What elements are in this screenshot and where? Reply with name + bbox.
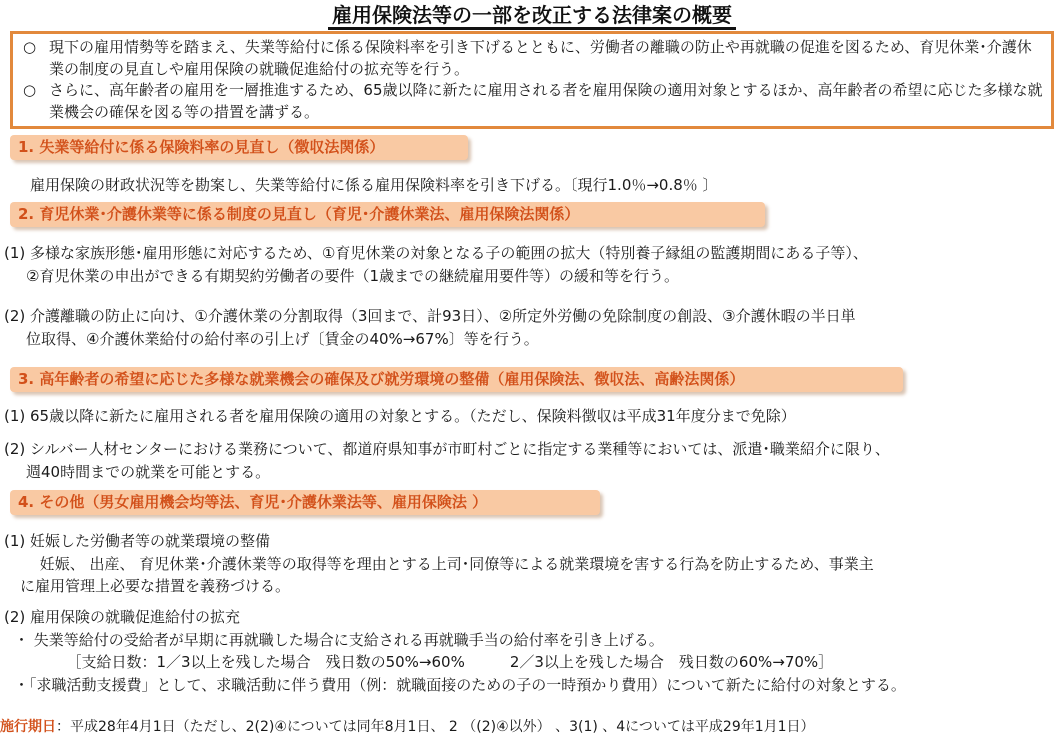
summary-text: 現下の雇用情勢等を踏まえ、失業等給付に係る保険料率を引き下げるとともに、労働者の離職の防止や再就職の促進を図るため、育児休業･介護休業の制度の見直しや雇用保険の就職促進給付の拡充等を行う。 bbox=[49, 38, 1032, 78]
section-1-body: 雇用保険の財政状況等を勘案し、失業等給付に係る雇用保険料率を引き下げる。〔現行1.0％→0.8％ 〕 bbox=[30, 176, 718, 194]
section-2-item-1 bbox=[4, 242, 1056, 287]
item-line: (2) シルバー人材センターにおける業務について、都道府県知事が市町村ごとに指定する業種等においては、派遣･職業紹介に限り、 bbox=[4, 440, 890, 458]
summary-box bbox=[10, 31, 1054, 129]
effective-date bbox=[0, 716, 815, 738]
section-heading-2: 2. 育児休業･介護休業等に係る制度の見直し（育児･介護休業法、雇用保険法関係） bbox=[10, 202, 765, 227]
section-heading-4: 4. その他（男女雇用機会均等法、育児･介護休業法等、雇用保険法 ） bbox=[10, 490, 600, 515]
effective-date-label: 施行期日 bbox=[0, 719, 56, 735]
summary-text: さらに、高年齢者の雇用を一層推進するため、65歳以降に新たに雇用される者を雇用保険の適用対象とするほか、高年齢者の希望に応じた多様な就業機会の確保を図る等の措置を講ずる。 bbox=[49, 81, 1043, 121]
item-line: (1) 多様な家族形態･雇用形態に対応するため、①育児休業の対象となる子の範囲の拡大（特別養子縁組の監護期間にある子等）、 bbox=[4, 244, 868, 262]
section-4-item-1 bbox=[4, 530, 1056, 598]
item-line: ・「求職活動支援費」として、求職活動に伴う費用（例：就職面接のための子の一時預かり費用）について新たに給付の対象とする。 bbox=[14, 675, 906, 694]
bullet-circle-icon: ○ bbox=[23, 38, 37, 56]
section-3-item-2 bbox=[4, 438, 1056, 483]
item-line: (1) 65歳以降に新たに雇用される者を雇用保険の適用の対象とする。（ただし、保険料徴収は平成31年度分まで免除） bbox=[4, 407, 796, 425]
item-line: 位取得、④介護休業給付の給付率の引上げ〔賃金の40%→67%〕等を行う。 bbox=[26, 329, 539, 348]
item-line: ②育児休業の申出ができる有期契約労働者の要件（1歳までの継続雇用要件等）の緩和等を行う。 bbox=[26, 266, 679, 285]
section-heading-3: 3. 高年齢者の希望に応じた多様な就業機会の確保及び就労環境の整備（雇用保険法、徴収法、高齢法関係） bbox=[10, 367, 903, 392]
page-title-text: 雇用保険法等の一部を改正する法律案の概要 bbox=[328, 3, 736, 30]
bullet-circle-icon: ○ bbox=[23, 81, 37, 99]
item-line: 週40時間までの就業を可能とする。 bbox=[26, 462, 271, 481]
section-4-item-2 bbox=[4, 606, 1056, 696]
section-heading-1: 1. 失業等給付に係る保険料率の見直し（徴収法関係） bbox=[10, 135, 468, 160]
section-3-item-1 bbox=[4, 405, 1056, 428]
page-title bbox=[0, 0, 1064, 30]
item-line: 妊娠、 出産、 育児休業･介護休業等の取得等を理由とする上司･同僚等による就業環境を害する行為を防止するため、事業主 bbox=[20, 554, 874, 573]
item-line: ［支給日数：1／3以上を残した場合 残日数の50%→60% 2／3以上を残した場合 残日数の60%→70%］ bbox=[14, 653, 834, 671]
summary-item bbox=[23, 37, 1043, 80]
section-2-item-2 bbox=[4, 305, 1056, 350]
item-line: (2) 雇用保険の就職促進給付の拡充 bbox=[4, 608, 241, 626]
effective-date-text: ：平成28年4月1日（ただし、2(2)④については同年8月1日、 2 （(2)④以外） 、3(1) 、4については平成29年1月1日） bbox=[56, 719, 815, 735]
item-line: (2) 介護離職の防止に向け、①介護休業の分割取得（3回まで、計93日）、②所定外労働の免除制度の創設、③介護休暇の半日単 bbox=[4, 307, 856, 325]
item-line: (1) 妊娠した労働者等の就業環境の整備 bbox=[4, 532, 271, 550]
item-line: ・ 失業等給付の受給者が早期に再就職した場合に支給される再就職手当の給付率を引き上げる。 bbox=[14, 630, 664, 649]
summary-item bbox=[23, 80, 1043, 123]
item-line: に雇用管理上必要な措置を義務づける。 bbox=[20, 577, 291, 595]
